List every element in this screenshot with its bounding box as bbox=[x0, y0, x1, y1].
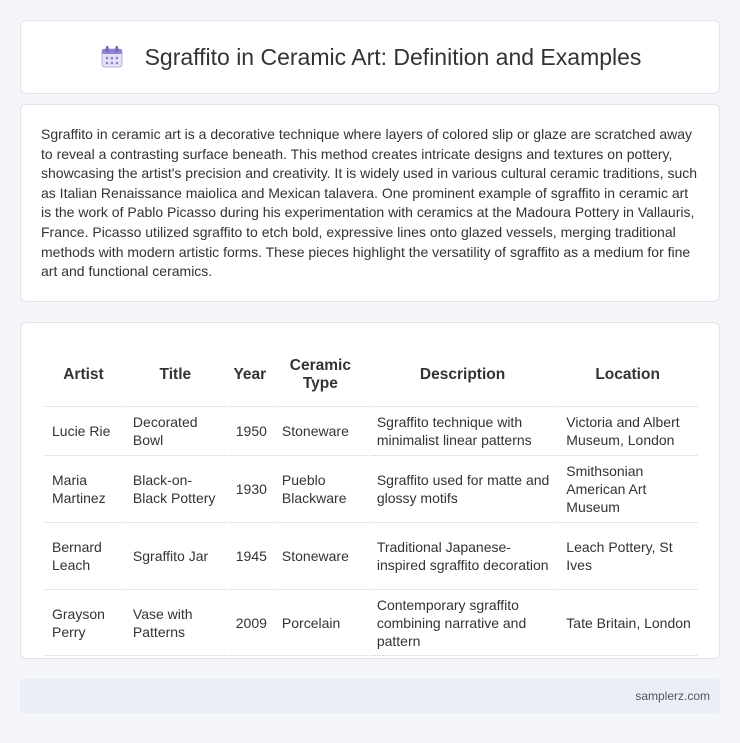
cell-ceramic-type: Stoneware bbox=[273, 406, 368, 455]
cell-ceramic-type: Pueblo Blackware bbox=[273, 455, 368, 522]
cell-description: Sgraffito technique with minimalist linear patterns bbox=[368, 406, 557, 455]
cell-title: Decorated Bowl bbox=[124, 406, 227, 455]
header-title: Title bbox=[159, 365, 192, 383]
table-row bbox=[43, 589, 698, 656]
table-card bbox=[20, 322, 720, 659]
cell-description: Traditional Japanese-inspired sgraffito decoration bbox=[368, 522, 557, 589]
artworks-table bbox=[43, 343, 698, 656]
cell-artist: Bernard Leach bbox=[43, 522, 124, 589]
header-year: Year bbox=[233, 365, 267, 383]
cell-description: Sgraffito used for matte and glossy motifs bbox=[368, 455, 557, 522]
table-header-row bbox=[43, 343, 698, 406]
footer bbox=[20, 679, 720, 713]
footer-site-link[interactable]: samplerz.com bbox=[635, 689, 710, 703]
cell-year: 1950 bbox=[227, 406, 273, 455]
header-description: Description bbox=[419, 365, 506, 383]
cell-title: Vase with Patterns bbox=[124, 589, 227, 656]
header-artist: Artist bbox=[63, 365, 104, 383]
cell-year: 2009 bbox=[227, 589, 273, 656]
cell-location: Victoria and Albert Museum, London bbox=[557, 406, 698, 455]
cell-year: 1945 bbox=[227, 522, 273, 589]
cell-title: Black-on-Black Pottery bbox=[124, 455, 227, 522]
cell-artist: Maria Martinez bbox=[43, 455, 124, 522]
cell-artist: Lucie Rie bbox=[43, 406, 124, 455]
cell-year: 1930 bbox=[227, 455, 273, 522]
table-row bbox=[43, 455, 698, 522]
title-card bbox=[20, 20, 720, 94]
cell-location: Leach Pottery, St Ives bbox=[557, 522, 698, 589]
page-title: Sgraffito in Ceramic Art: Definition and Examples bbox=[144, 43, 642, 70]
cell-ceramic-type: Porcelain bbox=[273, 589, 368, 656]
cell-artist: Grayson Perry bbox=[43, 589, 124, 656]
calendar-icon bbox=[99, 44, 125, 70]
intro-paragraph: Sgraffito in ceramic art is a decorative technique where layers of colored slip or glaze are scratched away to reveal a contrasting surface beneath. This method creates intricate designs and textures on pottery, showcasing the artist's precision and creativity. It is widely used in various cultural ceramic traditions, such as Italian Renaissance maiolica and Mexican talavera. One prominent example of sgraffito in ceramic art is the work of Pablo Picasso during his experimentation with ceramics at the Madoura Pottery in Vallauris, France. Picasso utilized sgraffito to etch bold, expressive lines onto glazed vessels, merging traditional methods with modern artistic forms. These pieces highlight the versatility of sgraffito as a medium for fine art and functional ceramics. bbox=[41, 126, 698, 280]
cell-location: Tate Britain, London bbox=[557, 589, 698, 656]
header-location: Location bbox=[595, 365, 660, 383]
table-row bbox=[43, 406, 698, 455]
table-row bbox=[43, 522, 698, 589]
intro-card bbox=[20, 104, 720, 302]
header-ceramic-type: Ceramic Type bbox=[289, 356, 351, 392]
cell-description: Contemporary sgraffito combining narrative and pattern bbox=[368, 589, 557, 656]
cell-title: Sgraffito Jar bbox=[124, 522, 227, 589]
cell-ceramic-type: Stoneware bbox=[273, 522, 368, 589]
cell-location: Smithsonian American Art Museum bbox=[557, 455, 698, 522]
